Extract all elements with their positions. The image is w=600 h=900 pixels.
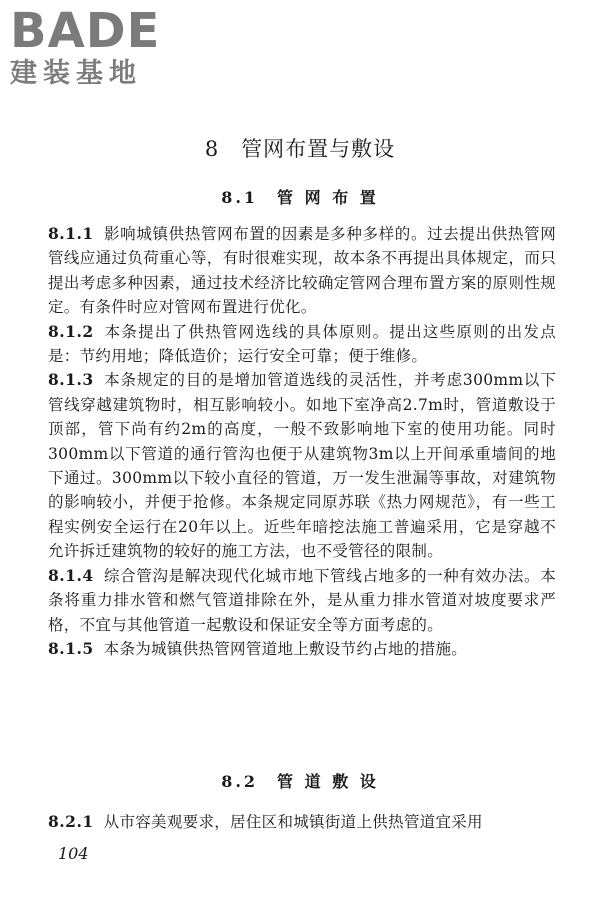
clause-8-1-1 (48, 222, 556, 320)
chapter-title: 8 管网布置与敷设 (204, 137, 396, 161)
clause-number: 8.2.1 (48, 812, 94, 831)
clause-text: 本条提出了供热管网选线的具体原则。提出这些原则的出发点是：节约用地；降低造价；运行安全可靠；便于维修。 (48, 322, 556, 366)
clause-8-2-1 (48, 810, 556, 834)
clause-8-1-5 (48, 637, 556, 661)
bade-logo (10, 3, 175, 90)
section-title-8-2: 8.2 管 道 敷 设 (221, 772, 379, 791)
section-8-1-body (48, 222, 556, 661)
clause-number: 8.1.2 (48, 321, 94, 341)
section-title-8-1: 8.1 管 网 布 置 (221, 188, 379, 207)
clause-8-1-2 (48, 320, 556, 369)
clause-8-1-3 (48, 368, 556, 563)
clause-number: 8.1.5 (48, 638, 94, 658)
clause-text: 影响城镇供热管网布置的因素是多种多样的。过去提出供热管网管线应通过负荷重心等，有时很难实现，故本条不再提出具体规定，而只提出考虑多种因素，通过技术经济比较确定管网合理布置方案的原则性规定。有条件时应对管网布置进行优化。 (48, 225, 556, 317)
clause-text: 本条为城镇供热管网管道地上敷设节约占地的措施。 (103, 639, 468, 658)
clause-8-1-4 (48, 564, 556, 637)
clause-text: 从市容美观要求，居住区和城镇街道上供热管道宜采用 (103, 813, 483, 831)
clause-number: 8.1.4 (48, 565, 94, 585)
page-number: 104 (58, 844, 89, 863)
clause-number: 8.1.1 (48, 224, 94, 243)
logo-subtitle: 建装基地 (10, 58, 142, 89)
clause-text: 综合管沟是解决现代化城市地下管线占地多的一种有效办法。本条将重力排水管和燃气管道排除在外，是从重力排水管道对坡度要求严格，不宜与其他管道一起敷设和保证安全等方面考虑的。 (48, 566, 556, 634)
logo-wordmark: BADE (10, 3, 161, 59)
clause-text: 本条规定的目的是增加管道选线的灵活性，并考虑300mm以下管线穿越建筑物时，相互影响较小。如地下室净高2.7m时，管道敷设于顶部，管下尚有约2m的高度，一般不致影响地下室的使用功能。同时300mm以下管道的通行管沟也便于从建筑物3m以上开间承重墙间的地下通过。300mm以下较小直径的管道，万一发生泄漏等事故，对建筑物的影响较小，并便于抢修。本条规定同原苏联《热力网规范》，有一些工程实例安全运行在20年以上。近些年暗挖法施工普遍采用，它是穿越不允许拆迁建筑物的较好的施工方法，也不受管径的限制。 (48, 371, 556, 561)
section-8-2-body (48, 810, 556, 834)
clause-number: 8.1.3 (48, 370, 94, 390)
